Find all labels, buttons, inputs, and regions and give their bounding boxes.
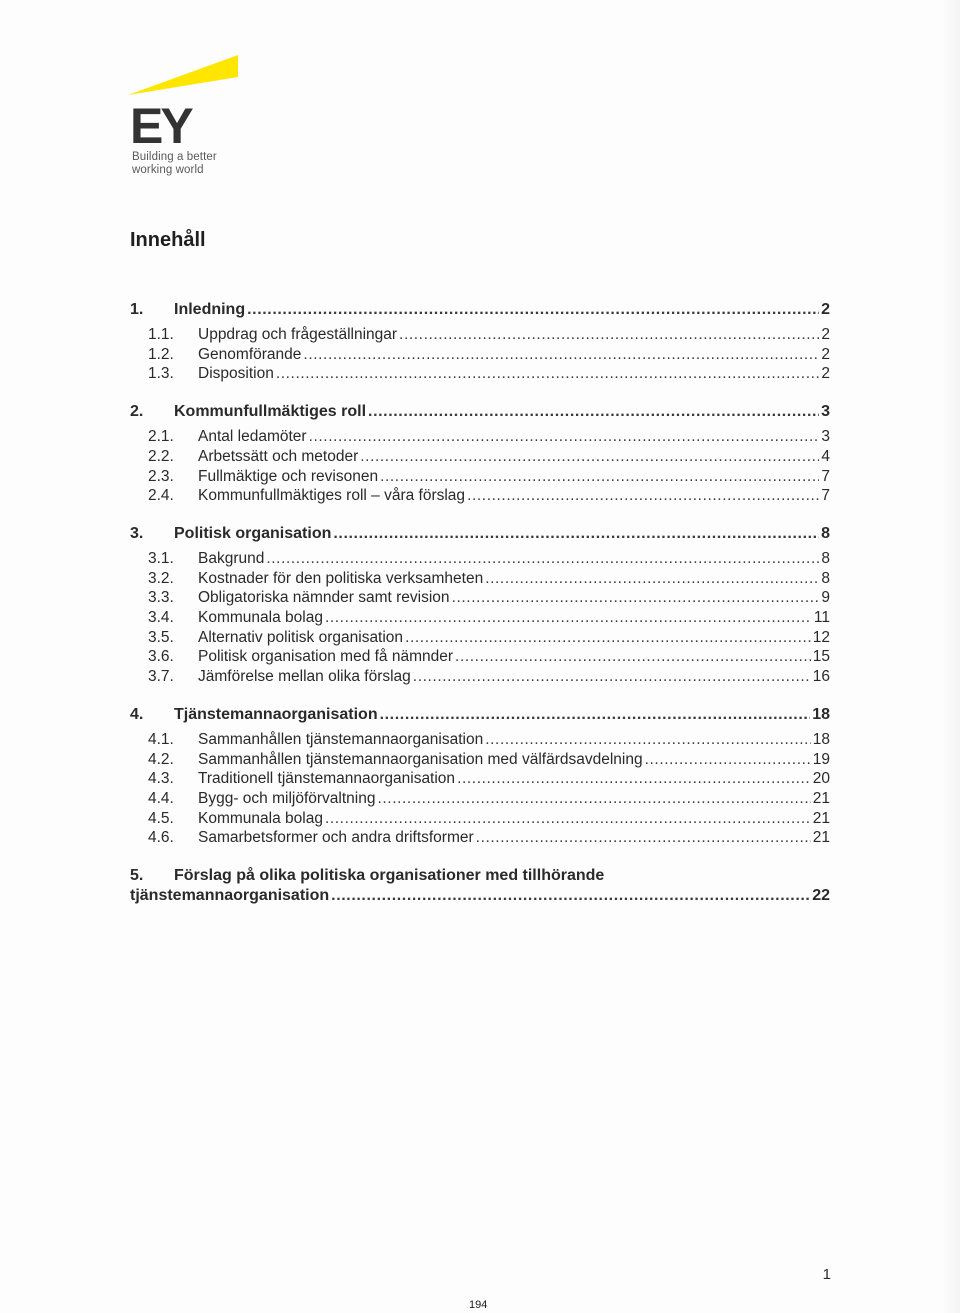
- toc-entry-number: 4.: [130, 705, 144, 723]
- toc-entry-title: Kommunala bolag: [198, 809, 323, 827]
- toc-section-entry[interactable]: [130, 828, 830, 848]
- toc-entry-number: 4.1.: [148, 730, 174, 748]
- toc-entry-page: 19: [812, 750, 830, 768]
- toc-entry-page: 11: [813, 609, 830, 627]
- toc-dot-leader: [380, 705, 811, 725]
- toc-section-entry[interactable]: [130, 750, 830, 770]
- toc-entry-page: 7: [821, 487, 830, 505]
- toc-section-entry[interactable]: [130, 467, 830, 487]
- toc-entry-number: 3.6.: [148, 648, 174, 666]
- toc-entry-page: 3: [821, 403, 830, 421]
- toc-dot-leader: [485, 730, 811, 750]
- toc-dot-leader: [331, 886, 810, 906]
- toc-entry-page: 12: [812, 628, 830, 646]
- toc-dot-leader: [247, 300, 819, 320]
- ey-logo-mark: [128, 55, 248, 145]
- toc-entry-title: Kommunfullmäktiges roll: [174, 403, 367, 421]
- toc-entry-page: 8: [821, 524, 830, 542]
- toc-entry-number: 2.1.: [148, 428, 174, 446]
- toc-dot-leader: [368, 402, 819, 422]
- toc-entry-page: 2: [821, 345, 830, 363]
- toc-entry-title: Sammanhållen tjänstemannaorganisation med välfärdsavdelning: [198, 750, 643, 768]
- toc-entry-page: 2: [821, 326, 830, 343]
- toc-dot-leader: [645, 750, 811, 770]
- toc-entry-title: Sammanhållen tjänstemannaorganisation: [198, 730, 484, 748]
- stamp-number: 194: [469, 1299, 488, 1311]
- toc-entry-title: Kommunala bolag: [198, 609, 323, 627]
- toc-dot-leader: [377, 789, 810, 809]
- toc-dot-leader: [405, 628, 811, 648]
- toc-section-entry[interactable]: [130, 325, 830, 345]
- toc-entry-page: 2: [821, 301, 830, 318]
- toc-entry-title: Obligatoriska nämnder samt revision: [198, 589, 450, 607]
- toc-entry-title: Uppdrag och frågeställningar: [198, 326, 398, 343]
- toc-section-entry[interactable]: [130, 769, 830, 789]
- toc-entry-page: 21: [812, 809, 830, 827]
- toc-entry-title: Tjänstemannaorganisation: [174, 705, 378, 723]
- toc-section-entry[interactable]: [130, 447, 830, 467]
- toc-section-entry[interactable]: [130, 647, 830, 667]
- page-title: Innehåll: [130, 229, 206, 251]
- toc-section-entry[interactable]: [130, 730, 830, 750]
- toc-entry-title: Samarbetsformer och andra driftsformer: [198, 829, 474, 847]
- toc-entry-title: Kommunfullmäktiges roll – våra förslag: [198, 487, 466, 505]
- toc-entry-number: 1.2.: [148, 345, 174, 363]
- toc-section-entry[interactable]: [130, 789, 830, 809]
- toc-dot-leader: [457, 769, 811, 789]
- toc-entry-page: 21: [812, 789, 830, 807]
- toc-dot-leader: [325, 608, 812, 628]
- toc-entry-title: Kostnader för den politiska verksamheten: [198, 569, 484, 587]
- toc-section-entry[interactable]: [130, 486, 830, 506]
- toc-section-entry[interactable]: [130, 667, 830, 687]
- table-of-contents: [130, 300, 830, 906]
- toc-entry-number: 2.4.: [148, 487, 174, 505]
- toc-dot-leader: [455, 647, 811, 667]
- toc-section-entry[interactable]: [130, 569, 830, 589]
- page-number: 1: [822, 1266, 831, 1283]
- toc-entry-page: 20: [812, 770, 830, 788]
- toc-entry-number: 3.2.: [148, 569, 174, 587]
- toc-dot-leader: [303, 345, 819, 365]
- toc-entry-number: 3.: [130, 524, 144, 542]
- toc-entry-title: Bygg- och miljöförvaltning: [198, 789, 376, 807]
- toc-chapter-title-continuation: [130, 886, 830, 906]
- toc-section-entry[interactable]: [130, 345, 830, 365]
- toc-entry-page: 3: [821, 428, 830, 446]
- toc-entry-page: 2: [821, 365, 830, 383]
- toc-chapter-entry[interactable]: [130, 866, 830, 906]
- toc-entry-number: 3.4.: [148, 609, 174, 627]
- ey-logo-letters: EY: [130, 98, 191, 145]
- toc-entry-page: 9: [821, 589, 830, 607]
- toc-entry-number: 3.1.: [148, 549, 174, 567]
- toc-chapter-entry[interactable]: [130, 300, 830, 320]
- toc-chapter-entry[interactable]: [130, 524, 830, 544]
- toc-entry-number: 4.6.: [148, 829, 174, 847]
- toc-entry-page: 18: [812, 705, 830, 723]
- ey-logo-beam-icon: [128, 55, 238, 95]
- toc-entry-number: 4.5.: [148, 809, 174, 827]
- toc-section-entry[interactable]: [130, 364, 830, 384]
- toc-entry-number: 3.7.: [148, 668, 174, 686]
- toc-dot-leader: [360, 447, 819, 467]
- toc-entry-page: 22: [812, 887, 830, 905]
- toc-chapter-entry[interactable]: [130, 705, 830, 725]
- toc-entry-page: 8: [821, 569, 830, 587]
- logo-tagline: Building a better working world: [132, 151, 217, 176]
- toc-dot-leader: [309, 427, 820, 447]
- toc-entry-title: tjänstemannaorganisation: [130, 887, 330, 905]
- toc-section-entry[interactable]: [130, 588, 830, 608]
- toc-entry-number: 4.2.: [148, 750, 174, 768]
- toc-entry-number: 2.2.: [148, 447, 174, 465]
- toc-section-entry[interactable]: [130, 809, 830, 829]
- toc-dot-leader: [485, 569, 819, 589]
- toc-entry-number: 2.3.: [148, 467, 174, 485]
- toc-entry-page: 16: [812, 668, 830, 686]
- toc-dot-leader: [276, 364, 820, 384]
- toc-dot-leader: [325, 809, 811, 829]
- toc-dot-leader: [452, 588, 820, 608]
- toc-section-entry[interactable]: [130, 549, 830, 569]
- toc-entry-number: 1.3.: [148, 365, 174, 383]
- toc-entry-page: 21: [812, 829, 830, 847]
- toc-entry-title: Politisk organisation med få nämnder: [198, 648, 454, 666]
- toc-dot-leader: [399, 325, 819, 345]
- toc-entry-title: Genomförande: [198, 345, 302, 363]
- toc-entry-title: Disposition: [198, 365, 274, 383]
- toc-section-entry[interactable]: [130, 427, 830, 447]
- toc-dot-leader: [266, 549, 819, 569]
- toc-entry-title: Förslag på olika politiska organisationer med tillhörande: [174, 867, 605, 885]
- toc-entry-number: 4.4.: [148, 789, 174, 807]
- toc-entry-title: Fullmäktige och revisonen: [198, 467, 379, 485]
- toc-entry-number: 4.3.: [148, 770, 174, 788]
- toc-dot-leader: [380, 467, 819, 487]
- toc-entry-page: 18: [812, 730, 830, 748]
- toc-section-entry[interactable]: [130, 628, 830, 648]
- scan-edge: [942, 0, 960, 1313]
- toc-entry-title: Politisk organisation: [174, 524, 332, 542]
- toc-dot-leader: [476, 828, 811, 848]
- toc-entry-title: Antal ledamöter: [198, 428, 307, 446]
- toc-entry-number: 3.3.: [148, 589, 174, 607]
- toc-entry-page: 8: [821, 549, 830, 567]
- toc-dot-leader: [467, 486, 819, 506]
- toc-entry-title: Traditionell tjänstemannaorganisation: [198, 770, 456, 788]
- toc-dot-leader: [413, 667, 811, 687]
- toc-entry-number: 5.: [130, 867, 144, 885]
- toc-entry-page: 15: [812, 648, 830, 666]
- toc-entry-page: 4: [821, 447, 830, 465]
- toc-entry-number: 3.5.: [148, 628, 174, 646]
- toc-entry-title: Jämförelse mellan olika förslag: [198, 668, 411, 686]
- toc-entry-title: Alternativ politisk organisation: [198, 628, 404, 646]
- toc-entry-page: 7: [821, 467, 830, 485]
- toc-chapter-title-line: [130, 866, 830, 886]
- toc-entry-number: 1.: [130, 301, 144, 318]
- toc-entry-number: 2.: [130, 403, 144, 421]
- toc-entry-title: Inledning: [174, 301, 246, 318]
- toc-dot-leader: [333, 524, 819, 544]
- toc-entry-number: 1.1.: [148, 326, 174, 343]
- toc-entry-title: Arbetssätt och metoder: [198, 447, 359, 465]
- toc-section-entry[interactable]: [130, 608, 830, 628]
- toc-chapter-entry[interactable]: [130, 402, 830, 422]
- toc-entry-title: Bakgrund: [198, 549, 265, 567]
